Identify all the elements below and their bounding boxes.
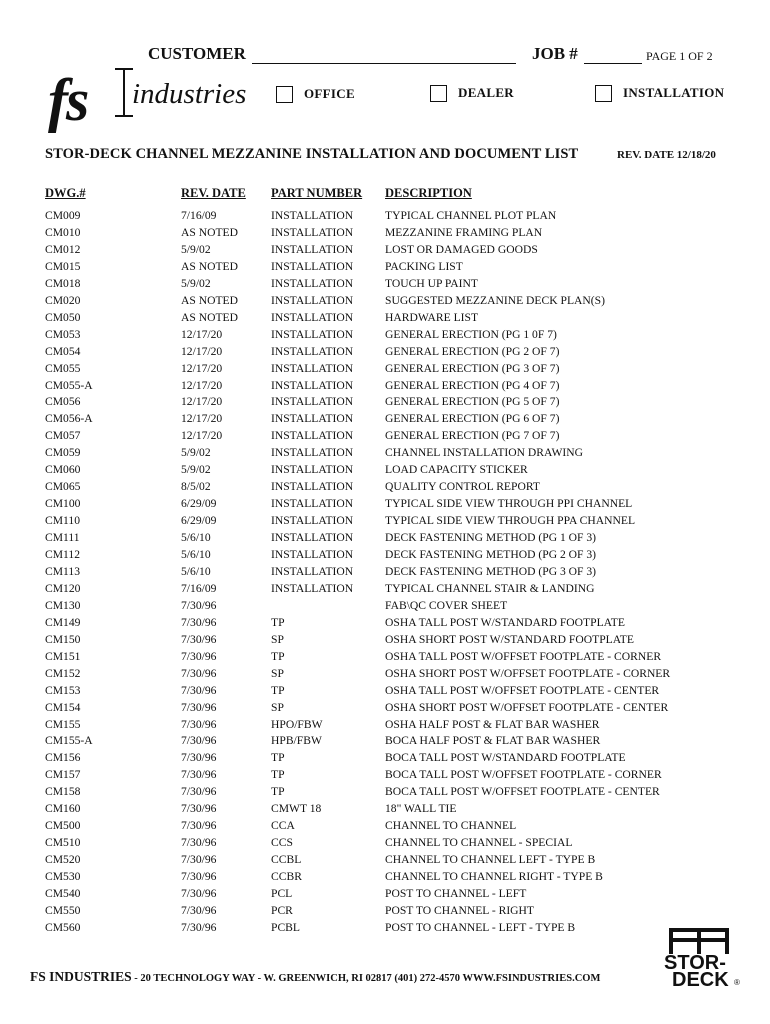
cell-rev-date: 5/9/02 [181,446,211,460]
cell-dwg: CM057 [45,429,81,443]
cell-description: TOUCH UP PAINT [385,276,478,290]
cell-dwg: CM111 [45,531,80,545]
cell-dwg: CM100 [45,497,81,511]
column-header-dwg: DWG.# [45,186,86,200]
cell-description: OSHA TALL POST W/OFFSET FOOTPLATE - CENTER [385,683,660,697]
cell-part-number: INSTALLATION [271,310,354,324]
cell-description: DECK FASTENING METHOD (PG 3 OF 3) [385,564,597,578]
cell-rev-date: 12/17/20 [181,378,223,392]
cell-part-number: INSTALLATION [271,564,354,578]
cell-rev-date: 7/30/96 [181,836,217,850]
cell-part-number: INSTALLATION [271,548,354,561]
cell-dwg: CM050 [45,310,81,324]
cell-rev-date: AS NOTED [181,293,239,307]
fs-logo-letters: fs [48,67,88,133]
cell-description: HARDWARE LIST [385,310,479,324]
customer-label: CUSTOMER [148,44,246,63]
cell-description: GENERAL ERECTION (PG 2 OF 7) [385,344,560,358]
cell-dwg: CM520 [45,853,81,867]
cell-rev-date: 12/17/20 [181,344,223,358]
cell-description: DECK FASTENING METHOD (PG 2 OF 3) [385,548,597,561]
cell-description: OSHA TALL POST W/OFFSET FOOTPLATE - CORNER [385,649,662,663]
dealer-checkbox-label: DEALER [458,85,514,100]
cell-dwg: CM059 [45,446,81,460]
cell-dwg: CM056 [45,395,81,409]
cell-rev-date: 7/30/96 [181,649,217,663]
cell-dwg: CM110 [45,514,81,528]
fs-logo-industries: industries [132,78,247,110]
page-number: PAGE 1 OF 2 [646,49,713,63]
cell-description: OSHA TALL POST W/STANDARD FOOTPLATE [385,615,625,629]
cell-dwg: CM010 [45,225,81,239]
customer-field-line[interactable] [252,63,516,64]
cell-dwg: CM157 [45,768,81,782]
installation-checkbox[interactable] [595,85,612,102]
cell-rev-date: 5/9/02 [181,463,211,477]
cell-part-number: CCBR [271,870,302,884]
cell-dwg: CM018 [45,276,81,290]
cell-dwg: CM150 [45,632,81,646]
cell-description: OSHA HALF POST & FLAT BAR WASHER [385,717,600,731]
cell-dwg: CM560 [45,920,81,934]
cell-part-number: INSTALLATION [271,276,354,290]
cell-dwg: CM510 [45,836,81,850]
cell-rev-date: 5/6/10 [181,548,211,561]
cell-rev-date: 5/9/02 [181,276,211,290]
cell-rev-date: 7/30/96 [181,734,217,748]
cell-description: QUALITY CONTROL REPORT [385,480,540,494]
cell-rev-date: 6/29/09 [181,514,217,528]
cell-dwg: CM130 [45,598,81,612]
footer [30,969,600,985]
cell-description: GENERAL ERECTION (PG 3 OF 7) [385,361,560,375]
cell-rev-date: 7/30/96 [181,785,217,799]
cell-dwg: CM055-A [45,378,93,392]
cell-part-number: INSTALLATION [271,412,354,426]
cell-dwg: CM155 [45,717,81,731]
cell-part-number: TP [271,768,285,782]
cell-description: SUGGESTED MEZZANINE DECK PLAN(S) [385,293,605,307]
cell-rev-date: 7/30/96 [181,615,217,629]
cell-rev-date: AS NOTED [181,310,239,324]
cell-rev-date: AS NOTED [181,259,239,273]
footer-address: - 20 TECHNOLOGY WAY - W. GREENWICH, RI 02817 (401) 272-4570 WWW.FSINDUSTRIES.COM [131,973,601,984]
cell-part-number: INSTALLATION [271,395,354,409]
cell-description: CHANNEL TO CHANNEL RIGHT - TYPE B [385,870,603,884]
cell-description: BOCA HALF POST & FLAT BAR WASHER [385,734,601,748]
cell-description: GENERAL ERECTION (PG 6 OF 7) [385,412,560,426]
cell-part-number: TP [271,615,285,629]
cell-rev-date: 7/30/96 [181,802,217,816]
cell-part-number: PCR [271,903,293,917]
cell-part-number: INSTALLATION [271,480,354,494]
cell-part-number: INSTALLATION [271,531,354,545]
cell-rev-date: 7/30/96 [181,920,217,934]
cell-rev-date: 7/30/96 [181,887,217,900]
cell-description: DECK FASTENING METHOD (PG 1 OF 3) [385,531,597,545]
cell-rev-date: 7/30/96 [181,870,217,884]
cell-rev-date: 8/5/02 [181,480,211,494]
cell-dwg: CM055 [45,361,81,375]
cell-description: GENERAL ERECTION (PG 5 OF 7) [385,395,560,409]
cell-part-number: INSTALLATION [271,361,354,375]
cell-rev-date: 7/30/96 [181,632,217,646]
cell-part-number: INSTALLATION [271,497,354,511]
cell-description: CHANNEL TO CHANNEL [385,819,517,833]
cell-description: BOCA TALL POST W/OFFSET FOOTPLATE - CENTER [385,785,660,799]
cell-dwg: CM149 [45,615,81,629]
cell-rev-date: 7/30/96 [181,598,217,612]
cell-part-number: TP [271,683,285,697]
cell-description: GENERAL ERECTION (PG 1 0F 7) [385,327,557,341]
cell-rev-date: 12/17/20 [181,429,223,443]
cell-description: OSHA SHORT POST W/STANDARD FOOTPLATE [385,632,634,646]
cell-rev-date: 5/6/10 [181,531,211,545]
cell-description: OSHA SHORT POST W/OFFSET FOOTPLATE - CORNER [385,666,671,680]
cell-description: BOCA TALL POST W/OFFSET FOOTPLATE - CORNER [385,768,662,782]
cell-part-number: INSTALLATION [271,209,354,222]
stor-deck-logo [660,926,744,993]
cell-part-number: INSTALLATION [271,463,354,477]
cell-part-number: CCS [271,836,293,850]
cell-part-number: INSTALLATION [271,242,354,256]
footer-company: FS INDUSTRIES [30,969,132,984]
cell-description: CHANNEL INSTALLATION DRAWING [385,446,583,460]
cell-dwg: CM151 [45,649,81,663]
cell-description: CHANNEL TO CHANNEL - SPECIAL [385,836,573,850]
cell-description: POST TO CHANNEL - RIGHT [385,903,535,917]
cell-description: OSHA SHORT POST W/OFFSET FOOTPLATE - CENTER [385,700,669,714]
job-field-line[interactable] [584,63,642,64]
cell-dwg: CM015 [45,259,81,273]
cell-part-number: SP [271,632,284,646]
cell-dwg: CM158 [45,785,81,799]
cell-dwg: CM152 [45,666,81,680]
cell-part-number: CCA [271,819,295,833]
cell-dwg: CM120 [45,581,81,595]
cell-part-number: CMWT 18 [271,802,322,816]
cell-rev-date: 7/16/09 [181,209,217,222]
cell-dwg: CM065 [45,480,81,494]
office-checkbox-label: OFFICE [304,86,355,101]
cell-description: LOAD CAPACITY STICKER [385,463,528,477]
cell-part-number: INSTALLATION [271,429,354,443]
cell-part-number: INSTALLATION [271,225,354,239]
cell-rev-date: 7/30/96 [181,853,217,867]
office-checkbox[interactable] [276,86,293,103]
cell-description: LOST OR DAMAGED GOODS [385,242,538,256]
cell-rev-date: 7/30/96 [181,751,217,765]
cell-dwg: CM056-A [45,412,93,426]
cell-description: TYPICAL CHANNEL STAIR & LANDING [385,581,595,595]
registered-mark: ® [734,978,740,987]
cell-dwg: CM112 [45,548,81,561]
column-header-rev-date: REV. DATE [181,186,246,200]
cell-rev-date: 5/6/10 [181,564,211,578]
cell-rev-date: 12/17/20 [181,395,223,409]
cell-part-number: HPO/FBW [271,717,323,731]
cell-part-number: INSTALLATION [271,581,354,595]
cell-part-number: SP [271,700,284,714]
job-label: JOB # [532,44,578,63]
cell-description: TYPICAL SIDE VIEW THROUGH PPA CHANNEL [385,514,636,528]
cell-part-number: PCBL [271,920,300,934]
cell-dwg: CM113 [45,564,81,578]
cell-rev-date: 7/30/96 [181,768,217,782]
cell-dwg: CM153 [45,683,81,697]
stor-deck-logo-line2: DECK [672,969,729,988]
cell-dwg: CM155-A [45,734,93,748]
cell-dwg: CM160 [45,802,81,816]
cell-part-number: TP [271,649,285,663]
cell-description: PACKING LIST [385,259,463,273]
cell-dwg: CM540 [45,887,81,900]
cell-rev-date: 5/9/02 [181,242,211,256]
cell-part-number: INSTALLATION [271,293,354,307]
cell-rev-date: 7/30/96 [181,683,217,697]
stor-deck-logo-icon [660,926,744,988]
cell-dwg: CM154 [45,700,81,714]
stor-deck-logo-line1: STOR- [664,952,726,974]
cell-rev-date: 12/17/20 [181,412,223,426]
cell-part-number: INSTALLATION [271,514,354,528]
cell-dwg: CM020 [45,293,81,307]
cell-rev-date: 7/30/96 [181,819,217,833]
installation-checkbox-label: INSTALLATION [623,85,725,100]
dealer-checkbox[interactable] [430,85,447,102]
cell-dwg: CM054 [45,344,81,358]
column-header-part-number: PART NUMBER [271,186,363,200]
cell-rev-date: 7/16/09 [181,581,217,595]
document-title: STOR-DECK CHANNEL MEZZANINE INSTALLATION AND DOCUMENT LIST [45,146,579,162]
cell-dwg: CM053 [45,327,81,341]
cell-description: GENERAL ERECTION (PG 4 OF 7) [385,378,560,392]
cell-rev-date: 7/30/96 [181,717,217,731]
cell-dwg: CM012 [45,242,81,256]
cell-description: 18" WALL TIE [385,802,457,816]
cell-description: CHANNEL TO CHANNEL LEFT - TYPE B [385,853,596,867]
cell-dwg: CM530 [45,870,81,884]
cell-part-number: TP [271,751,285,765]
column-header-description: DESCRIPTION [385,186,472,200]
cell-part-number: INSTALLATION [271,344,354,358]
cell-rev-date: 12/17/20 [181,327,223,341]
cell-rev-date: AS NOTED [181,225,239,239]
cell-dwg: CM156 [45,751,81,765]
cell-description: POST TO CHANNEL - LEFT [385,887,527,900]
cell-part-number: INSTALLATION [271,378,354,392]
cell-dwg: CM009 [45,209,81,222]
cell-description: MEZZANINE FRAMING PLAN [385,225,543,239]
cell-part-number: TP [271,785,285,799]
cell-rev-date: 7/30/96 [181,903,217,917]
cell-description: POST TO CHANNEL - LEFT - TYPE B [385,920,576,934]
cell-description: TYPICAL SIDE VIEW THROUGH PPI CHANNEL [385,497,633,511]
cell-part-number: PCL [271,887,293,900]
cell-part-number: INSTALLATION [271,259,354,273]
cell-part-number: HPB/FBW [271,734,322,748]
cell-dwg: CM550 [45,903,81,917]
cell-rev-date: 7/30/96 [181,700,217,714]
cell-part-number: INSTALLATION [271,327,354,341]
cell-description: TYPICAL CHANNEL PLOT PLAN [385,209,557,222]
cell-part-number: CCBL [271,853,302,867]
cell-description: GENERAL ERECTION (PG 7 OF 7) [385,429,560,443]
cell-rev-date: 7/30/96 [181,666,217,680]
cell-part-number: INSTALLATION [271,446,354,460]
cell-description: FAB\QC COVER SHEET [385,598,508,612]
cell-part-number: SP [271,666,284,680]
cell-rev-date: 6/29/09 [181,497,217,511]
cell-description: BOCA TALL POST W/STANDARD FOOTPLATE [385,751,626,765]
cell-dwg: CM060 [45,463,81,477]
cell-rev-date: 12/17/20 [181,361,223,375]
cell-dwg: CM500 [45,819,81,833]
revision-date: REV. DATE 12/18/20 [617,149,716,161]
